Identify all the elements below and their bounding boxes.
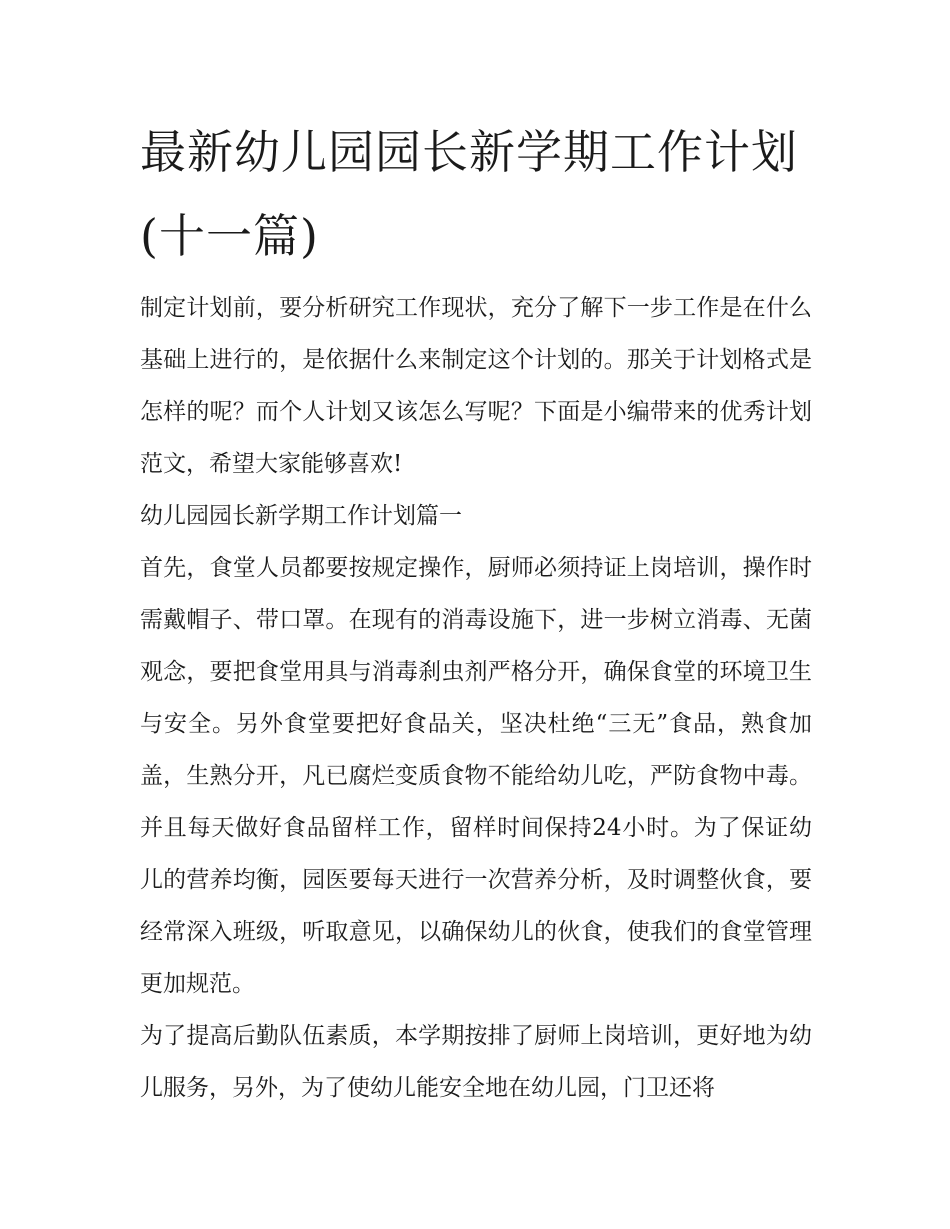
- body-paragraph-2: 为了提高后勤队伍素质，本学期按排了厨师上岗培训，更好地为幼儿服务，另外，为了使幼儿能安全地在幼儿园，门卫还将: [140, 1023, 812, 1101]
- body-paragraph-1: 首先，食堂人员都要按规定操作，厨师必须持证上岗培训，操作时需戴帽子、带口罩。在现有的消毒设施下，进一步树立消毒、无菌观念，要把食堂用具与消毒刹虫剂严格分开，确保食堂的环境卫生与安全。另外食堂要把好食品关，坚决杜绝“三无”食品，熟食加盖，生熟分开，凡已腐烂变质食物不能给幼儿吃，严防食物中毒。并且每天做好食品留样工作，留样时间保持24小时。为了保证幼儿的营养均衡，园医要每天进行一次营养分析，及时调整伙食，要经常深入班级，听取意见，以确保幼儿的伙食，使我们的食堂管理更加规范。: [140, 555, 812, 997]
- document-body: [140, 110, 812, 1114]
- intro-paragraph: 制定计划前，要分析研究工作现状，充分了解下一步工作是在什么基础上进行的，是依据什么来制定这个计划的。那关于计划格式是怎样的呢？而个人计划又该怎么写呢？下面是小编带来的优秀计划范文，希望大家能够喜欢!: [140, 295, 812, 477]
- document-title: 最新幼儿园园长新学期工作计划(十一篇): [140, 125, 798, 263]
- section-heading: 幼儿园园长新学期工作计划篇一: [140, 503, 462, 529]
